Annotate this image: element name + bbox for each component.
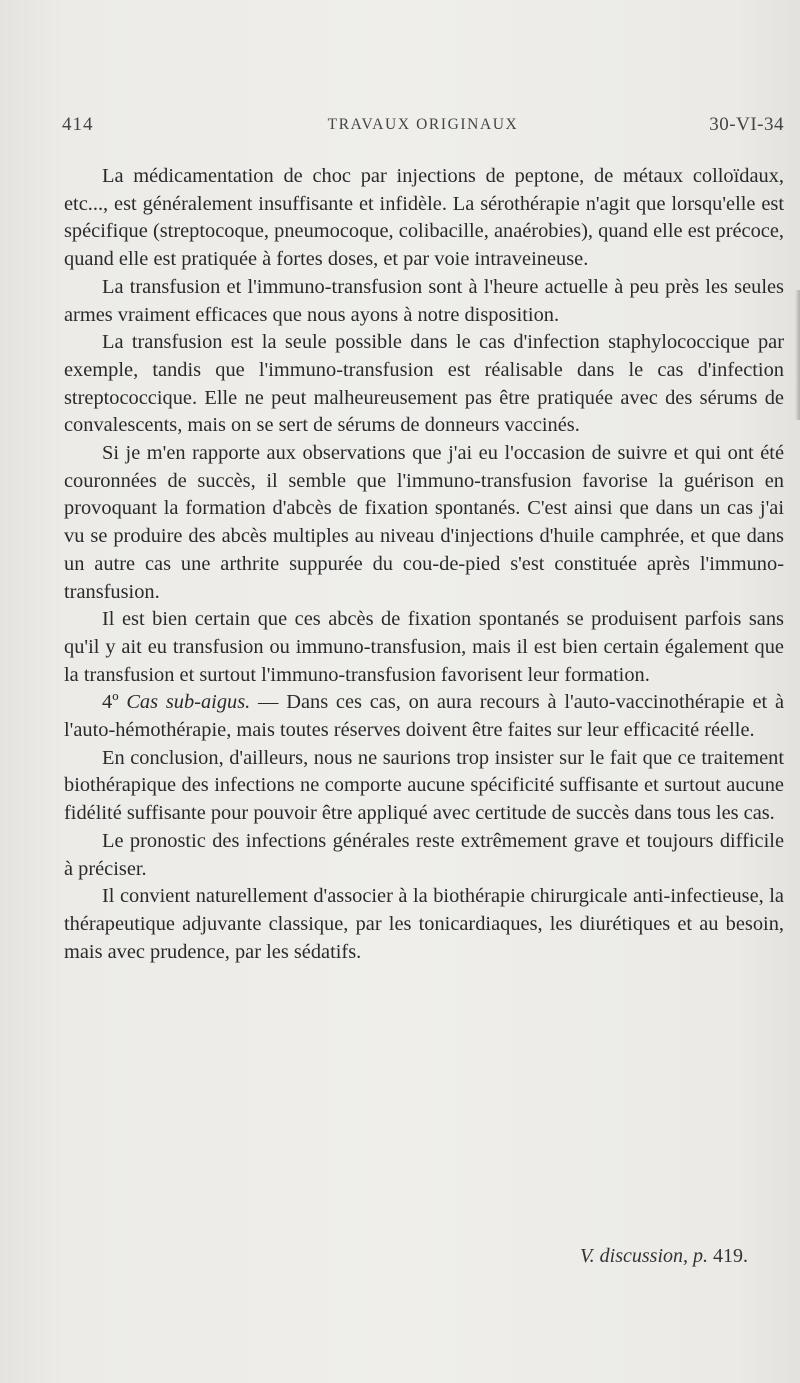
discussion-reference-page: 419. bbox=[713, 1245, 748, 1267]
body-text bbox=[64, 163, 784, 966]
discussion-reference-text: V. discussion, p. bbox=[580, 1245, 713, 1267]
subacute-paragraph bbox=[64, 689, 784, 744]
paragraph: Si je m'en rapporte aux observations que j'ai eu l'occasion de suivre et qui ont été couronnées de succès, il semble que l'immuno-transfusion favorise la guérison en provoquant la formation d'abcès de fixation spontanés. C'est ainsi que dans un cas j'ai vu se produire des abcès multiples au niveau d'injections d'huile camphrée, et que dans un autre cas une arthrite suppurée du cou-de-pied s'est constituée après l'immuno-transfusion. bbox=[64, 442, 784, 603]
issue-date: 30-VI-34 bbox=[709, 114, 784, 135]
paragraph: Le pronostic des infections générales reste extrêmement grave et toujours difficile à préciser. bbox=[64, 829, 784, 880]
paragraph: La transfusion est la seule possible dans le cas d'infection staphylococcique par exemple, tandis que l'immuno-transfusion est réalisable dans le cas d'infection streptococcique. Elle ne peut malheureusement pas être pratiquée avec des sérums de convalescents, mais on se sert de sérums de donneurs vaccinés. bbox=[64, 331, 784, 437]
page-number: 414 bbox=[62, 114, 94, 135]
paragraph: La transfusion et l'immuno-transfusion sont à l'heure actuelle à peu près les seules armes vraiment efficaces que nous ayons à notre disposition. bbox=[64, 275, 784, 326]
section-number: 4º bbox=[102, 691, 119, 714]
section-heading: Cas sub-aigus. bbox=[126, 691, 251, 714]
paragraph: Il est bien certain que ces abcès de fixation spontanés se produisent parfois sans qu'il y ait eu transfusion ou immuno-transfusion, mais il est bien certain également que la transfusion et surtout l'immuno-transfusion favorisent leur formation. bbox=[64, 608, 784, 686]
running-head bbox=[62, 114, 784, 142]
section-text: — Dans ces cas, on aura recours à l'auto-vaccinothérapie et à l'auto-hémothérapie, mais toutes réserves doivent être faites sur leur efficacité réelle. bbox=[64, 691, 784, 742]
discussion-reference bbox=[580, 1245, 748, 1268]
running-title: TRAVAUX ORIGINAUX bbox=[327, 116, 519, 133]
paragraph: Il convient naturellement d'associer à la biothérapie chirurgicale anti-infectieuse, la thérapeutique adjuvante classique, par les tonicardiaques, les diurétiques et au besoin, mais avec prudence, par les sédatifs. bbox=[64, 885, 784, 963]
page-edge-shadow bbox=[795, 290, 800, 420]
paragraph: En conclusion, d'ailleurs, nous ne saurions trop insister sur le fait que ce traitement biothérapique des infections ne comporte aucune spécificité suffisante et surtout aucune fidélité suffisante pour pouvoir être appliqué avec certitude de succès dans tous les cas. bbox=[64, 746, 784, 825]
paragraph: La médicamentation de choc par injections de peptone, de métaux colloïdaux, etc..., est généralement insuffisante et infidèle. La sérothérapie n'agit que lorsqu'elle est spécifique (streptocoque, pneumocoque, colibacille, anaérobies), quand elle est précoce, quand elle est pratiquée à fortes doses, et par voie intraveineuse. bbox=[64, 165, 784, 271]
